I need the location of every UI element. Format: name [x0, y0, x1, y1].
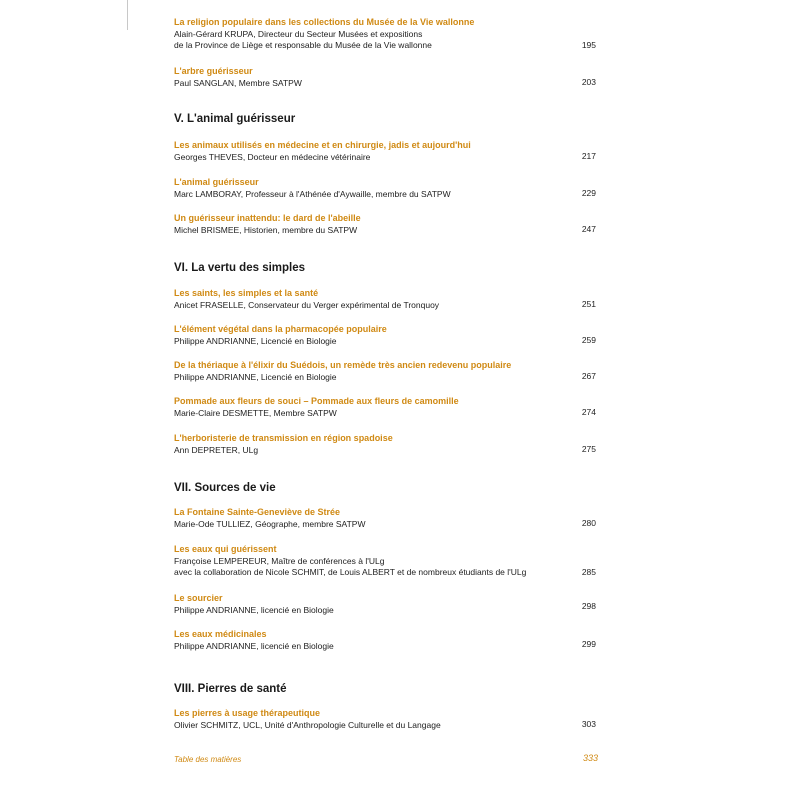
entry-title: L'élément végétal dans la pharmacopée populaire [174, 324, 387, 334]
entry-author: Françoise LEMPEREUR, Maître de conférences à l'ULg [174, 555, 385, 566]
entry-page: 280 [581, 518, 596, 528]
toc-entry [174, 593, 600, 616]
entry-page: 267 [581, 371, 596, 381]
entry-page: 203 [581, 77, 596, 87]
toc-entry [174, 213, 600, 236]
footer-label: Table des matières [174, 755, 242, 764]
entry-title: La religion populaire dans les collections du Musée de la Vie wallonne [174, 17, 475, 27]
entry-title: Les eaux médicinales [174, 629, 267, 639]
entry-page: 259 [581, 335, 596, 345]
entry-title: Les animaux utilisés en médecine et en chirurgie, jadis et aujourd'hui [174, 140, 471, 150]
entry-author: Anicet FRASELLE, Conservateur du Verger expérimental de Tronquoy [174, 299, 440, 310]
toc-entry [174, 396, 600, 419]
entry-author: Philippe ANDRIANNE, licencié en Biologie [174, 640, 334, 651]
binding-line [127, 0, 128, 30]
entry-author-cont: avec la collaboration de Nicole SCHMIT, de Louis ALBERT et de nombreux étudiants de l'ULg [174, 567, 527, 577]
toc-entry [174, 507, 600, 530]
entry-author: Marc LAMBORAY, Professeur à l'Athénée d'Aywaille, membre du SATPW [174, 188, 451, 199]
section-heading: VIII. Pierres de santé [174, 683, 287, 695]
entry-author: Philippe ANDRIANNE, Licencié en Biologie [174, 335, 337, 346]
entry-page: 298 [581, 601, 596, 611]
entry-title: L'animal guérisseur [174, 177, 259, 187]
toc-entry [174, 324, 600, 347]
entry-page: 247 [581, 224, 596, 234]
entry-title: La Fontaine Sainte-Geneviève de Strée [174, 507, 341, 517]
toc-entry [174, 708, 600, 731]
entry-page: 285 [581, 567, 596, 577]
entry-author: Alain-Gérard KRUPA, Directeur du Secteur Musées et expositions [174, 28, 423, 39]
toc-entry [174, 288, 600, 311]
entry-title: L'herboristerie de transmission en région spadoise [174, 433, 393, 443]
entry-title: Le sourcier [174, 593, 223, 603]
entry-page: 229 [581, 188, 596, 198]
toc-entry [174, 544, 600, 579]
entry-page: 303 [581, 719, 596, 729]
toc-entry [174, 360, 600, 383]
toc-entry [174, 433, 600, 456]
section-heading: VII. Sources de vie [174, 482, 276, 494]
section-heading: VI. La vertu des simples [174, 262, 306, 274]
entry-title: L'arbre guérisseur [174, 66, 253, 76]
footer-page-number: 333 [583, 753, 599, 763]
entry-title: Les pierres à usage thérapeutique [174, 708, 321, 718]
entry-title: Les eaux qui guérissent [174, 544, 277, 554]
entry-author: Philippe ANDRIANNE, licencié en Biologie [174, 604, 334, 615]
entry-page: 195 [581, 40, 596, 50]
entry-title: De la thériaque à l'élixir du Suédois, un remède très ancien redevenu populaire [174, 360, 512, 370]
entry-page: 217 [581, 151, 596, 161]
toc-entry [174, 66, 600, 89]
entry-author: Olivier SCHMITZ, UCL, Unité d'Anthropologie Culturelle et du Langage [174, 719, 441, 730]
toc-entry [174, 177, 600, 200]
entry-page: 299 [581, 639, 596, 649]
entry-author-cont: de la Province de Liège et responsable du Musée de la Vie wallonne [174, 40, 432, 50]
entry-author: Georges THEVES, Docteur en médecine vétérinaire [174, 151, 371, 162]
entry-author: Ann DEPRETER, ULg [174, 444, 259, 455]
entry-page: 275 [581, 444, 596, 454]
entry-author: Marie-Ode TULLIEZ, Géographe, membre SATPW [174, 518, 366, 529]
entry-author: Michel BRISMEE, Historien, membre du SATPW [174, 224, 358, 235]
entry-page: 251 [581, 299, 596, 309]
entry-author: Paul SANGLAN, Membre SATPW [174, 77, 302, 88]
section-heading: V. L'animal guérisseur [174, 113, 296, 125]
entry-author: Marie-Claire DESMETTE, Membre SATPW [174, 407, 337, 418]
toc-entry [174, 17, 600, 52]
entry-title: Les saints, les simples et la santé [174, 288, 319, 298]
entry-author: Philippe ANDRIANNE, Licencié en Biologie [174, 371, 337, 382]
toc-entry [174, 629, 600, 652]
entry-title: Pommade aux fleurs de souci – Pommade aux fleurs de camomille [174, 396, 459, 406]
entry-page: 274 [581, 407, 596, 417]
entry-title: Un guérisseur inattendu: le dard de l'abeille [174, 213, 361, 223]
toc-entry [174, 140, 600, 163]
